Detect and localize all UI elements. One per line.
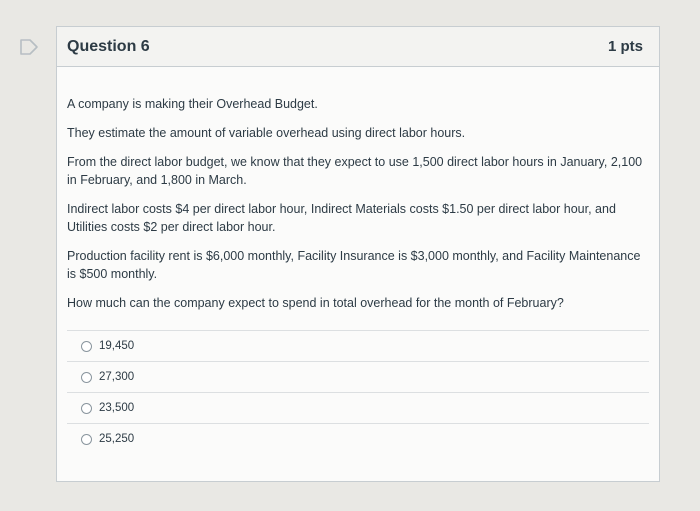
- answer-label: 27,300: [99, 371, 135, 383]
- radio-button[interactable]: [81, 341, 92, 352]
- answer-option-3[interactable]: [67, 392, 649, 423]
- question-text-4: Indirect labor costs $4 per direct labor hour, Indirect Materials costs $1.50 per direct labor hour, and Utilities costs $2 per direct labor hour.: [67, 202, 616, 234]
- flag-question-icon[interactable]: [18, 38, 40, 56]
- answer-label: 23,500: [99, 402, 135, 414]
- radio-button[interactable]: [81, 372, 92, 383]
- question-prompt: How much can the company expect to spend in total overhead for the month of February?: [67, 296, 564, 310]
- question-points: 1 pts: [607, 38, 643, 55]
- question-text-3: From the direct labor budget, we know that they expect to use 1,500 direct labor hours in January, 2,100 in February, and 1,800 in March.: [67, 155, 643, 187]
- answer-option-1[interactable]: [67, 330, 649, 361]
- question-text-2: They estimate the amount of variable overhead using direct labor hours.: [67, 126, 466, 140]
- radio-button[interactable]: [81, 403, 92, 414]
- question-text-1: A company is making their Overhead Budget.: [67, 97, 318, 111]
- answer-label: 19,450: [99, 340, 135, 352]
- question-card: [56, 26, 660, 482]
- question-title: Question 6: [67, 37, 150, 55]
- question-body: [57, 67, 659, 454]
- question-header: [57, 27, 659, 67]
- radio-button[interactable]: [81, 434, 92, 445]
- answer-label: 25,250: [99, 433, 135, 445]
- answer-option-2[interactable]: [67, 361, 649, 392]
- answer-option-4[interactable]: [67, 423, 649, 454]
- answer-list: [67, 330, 649, 454]
- question-text-5: Production facility rent is $6,000 monthly, Facility Insurance is $3,000 monthly, and Facility Maintenance is $500 monthly.: [67, 249, 641, 281]
